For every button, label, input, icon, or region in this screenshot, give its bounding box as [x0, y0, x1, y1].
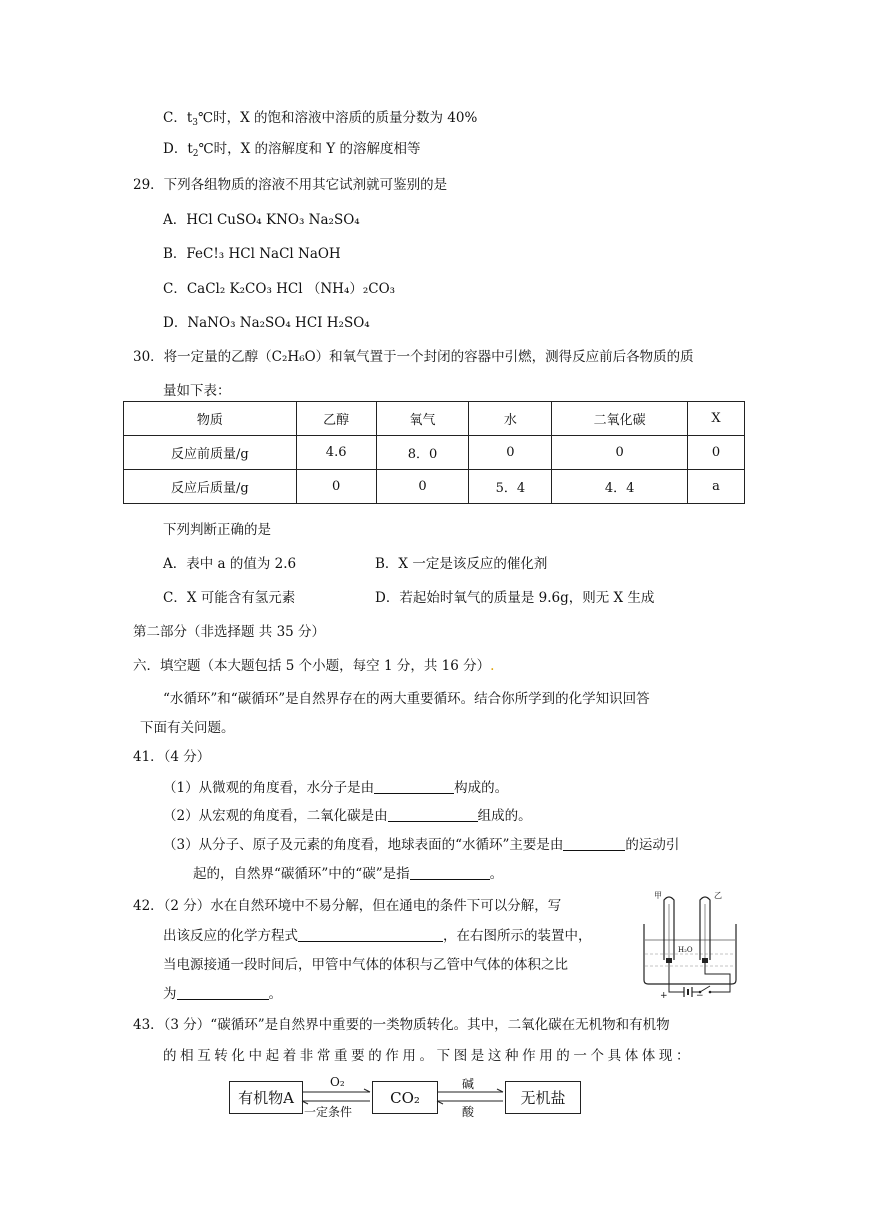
arrow2-top-label: 碱	[462, 1077, 475, 1091]
q41-heading: 41．（4 分）	[133, 749, 211, 765]
table-row	[124, 436, 745, 470]
q41-part3-cont: 起的，自然界“碳循环”中的“碳”是指 。	[193, 866, 504, 882]
table-cell: 0	[296, 470, 376, 504]
q42-line4: 为 。	[163, 986, 282, 1002]
table-cell: 4.6	[296, 436, 376, 470]
q30-mass-table	[123, 401, 745, 504]
table-header-cell: 氧气	[376, 402, 469, 436]
table-header-cell: X	[688, 402, 745, 436]
q30-judge: 下列判断正确的是	[163, 522, 271, 538]
section6-heading: 六．填空题（本大题包括 5 个小题，每空 1 分，共 16 分）.	[133, 658, 495, 674]
table-cell: 0	[376, 470, 469, 504]
intro-line1: “水循环”和“碳循环”是自然界存在的两大重要循环。结合你所学到的化学知识回答	[163, 691, 650, 707]
minus-label: −	[696, 991, 704, 1001]
tube-label-jia: 甲	[654, 891, 662, 900]
plus-label: +	[660, 991, 668, 1001]
q43-line2: 的相互转化中起着非常重要的作用。下图是这种作用的一个具体体现：	[163, 1048, 694, 1064]
arrow2-bottom-label: 酸	[462, 1105, 475, 1119]
table-cell: 0	[552, 436, 688, 470]
table-cell: 0	[469, 436, 552, 470]
table-cell: 0	[688, 436, 745, 470]
answer-blank[interactable]	[563, 836, 625, 851]
q41-part2: （2）从宏观的角度看，二氧化碳是由 组成的。	[163, 808, 532, 824]
q29-option-c: C．CaCl₂ K₂CO₃ HCl （NH₄）₂CO₃	[163, 281, 396, 297]
q43-line1: 43．（3 分）“碳循环”是自然界中重要的一类物质转化。其中，二氧化碳在无机物和有机物	[133, 1017, 670, 1033]
answer-blank[interactable]	[298, 927, 443, 942]
table-header-row	[124, 402, 745, 436]
table-cell: 反应前质量/g	[124, 436, 297, 470]
table-cell: 8．0	[376, 436, 469, 470]
q42-line1: 42．（2 分）水在自然环境中不易分解，但在通电的条件下可以分解，写	[133, 898, 562, 914]
arrow1-top-label: O₂	[330, 1075, 345, 1089]
intro-line2: 下面有关问题。	[140, 720, 235, 736]
q30-option-b: B．X 一定是该反应的催化剂	[375, 556, 548, 572]
part2-heading: 第二部分（非选择题 共 35 分）	[133, 624, 326, 640]
answer-blank[interactable]	[374, 779, 454, 794]
q30-stem-line1: 30．将一定量的乙醇（C₂H₆O）和氧气置于一个封闭的容器中引燃，测得反应前后各物质的质	[133, 349, 694, 365]
q30-stem-line2: 量如下表：	[163, 383, 231, 399]
water-label: H₂O	[678, 946, 693, 954]
q42-line3: 当电源接通一段时间后，甲管中气体的体积与乙管中气体的体积之比	[163, 957, 568, 973]
q41-part1: （1）从微观的角度看，水分子是由 构成的。	[163, 780, 509, 796]
table-cell: 5．4	[469, 470, 552, 504]
answer-blank[interactable]	[410, 865, 490, 880]
q30-option-d: D．若起始时氧气的质量是 9.6g，则无 X 生成	[375, 590, 655, 606]
table-cell: a	[688, 470, 745, 504]
q41-part3: （3）从分子、原子及元素的角度看，地球表面的“水循环”主要是由 的运动引	[163, 837, 680, 853]
q29-option-a: A．HCl CuSO₄ KNO₃ Na₂SO₄	[163, 212, 360, 228]
q42-line2: 出该反应的化学方程式 ，在右图所示的装置中，	[163, 928, 592, 944]
answer-blank[interactable]	[177, 985, 269, 1000]
arrow1-bottom-label: 一定条件	[304, 1105, 353, 1119]
box-co2: CO₂	[372, 1081, 438, 1114]
q28-option-c: C．$t_3℃$时，X 的饱和溶液中溶质的质量分数为 40%	[163, 110, 478, 128]
q29-option-b: B．FeC!₃ HCl NaCl NaOH	[163, 246, 341, 262]
table-row	[124, 470, 745, 504]
answer-blank[interactable]	[388, 807, 478, 822]
box-organic-a: 有机物A	[229, 1081, 303, 1114]
q30-option-a: A．表中 a 的值为 2.6	[163, 556, 297, 572]
electrolysis-figure	[638, 888, 742, 1002]
table-header-cell: 物质	[124, 402, 297, 436]
q30-option-c: C．X 可能含有氢元素	[163, 590, 296, 606]
table-header-cell: 二氧化碳	[552, 402, 688, 436]
table-cell: 反应后质量/g	[124, 470, 297, 504]
q28-option-d: D．$t_2℃$时，X 的溶解度和 Y 的溶解度相等	[163, 141, 421, 159]
table-header-cell: 乙醇	[296, 402, 376, 436]
q29-stem: 29．下列各组物质的溶液不用其它试剂就可鉴别的是	[133, 177, 448, 193]
table-cell: 4．4	[552, 470, 688, 504]
box-inorganic-salt: 无机盐	[505, 1081, 581, 1114]
table-header-cell: 水	[469, 402, 552, 436]
tube-label-yi: 乙	[714, 891, 722, 900]
q29-option-d: D．NaNO₃ Na₂SO₄ HCI H₂SO₄	[163, 315, 370, 331]
